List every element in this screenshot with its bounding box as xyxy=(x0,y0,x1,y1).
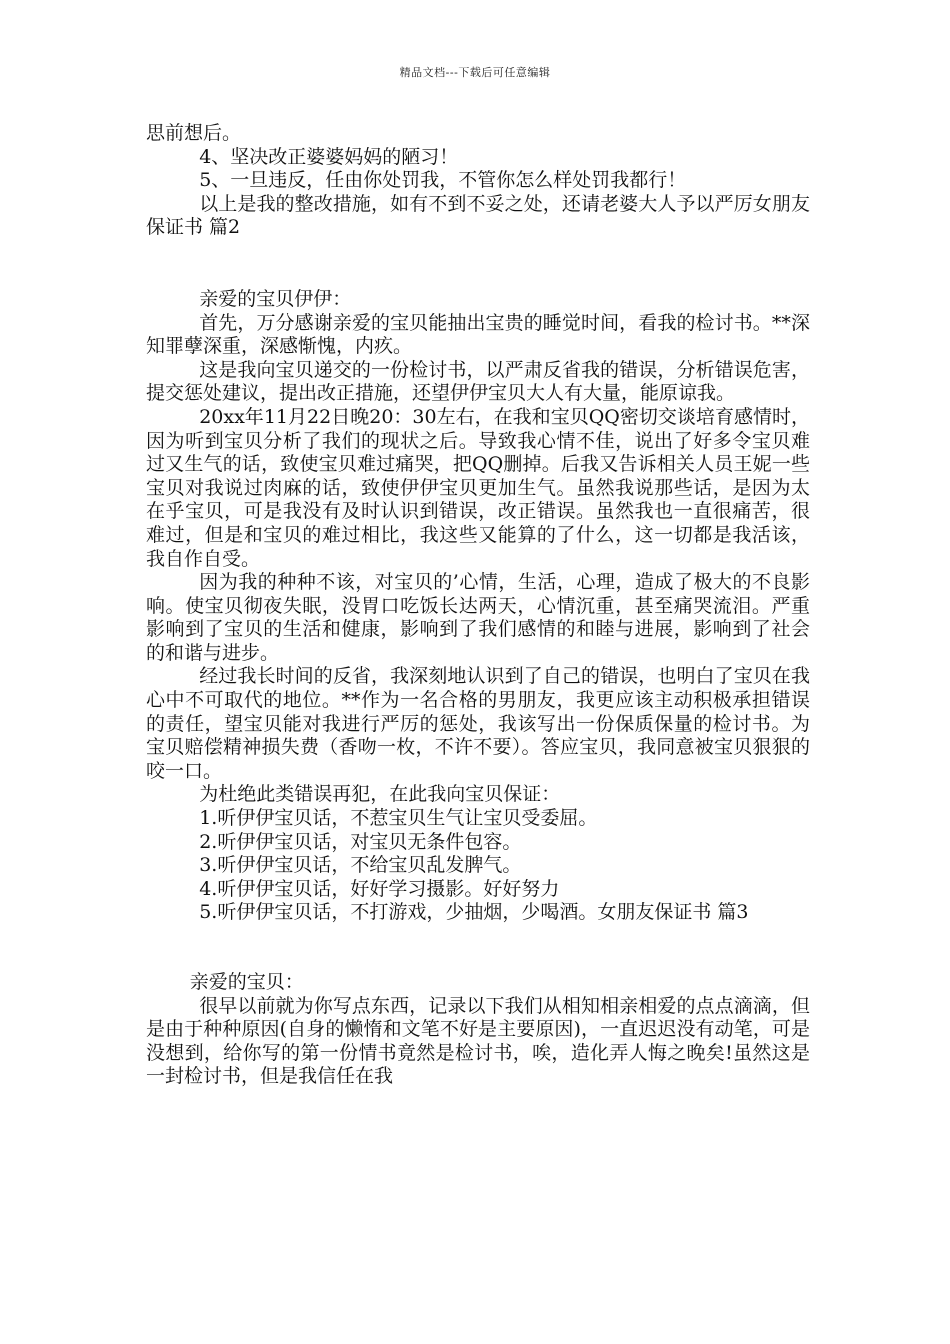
paragraph: 这是我向宝贝递交的一份检讨书，以严肃反省我的错误，分析错误危害，提交惩处建议，提出改正措施，还望伊伊宝贝大人有大量，能原谅我。 xyxy=(146,358,810,405)
paragraph: 以上是我的整改措施，如有不到不妥之处，还请老婆大人予以严厉女朋友保证书 篇2 xyxy=(146,192,810,239)
greeting: 亲爱的宝贝伊伊： xyxy=(199,287,352,310)
paragraph: 为杜绝此类错误再犯，在此我向宝贝保证： xyxy=(199,783,561,806)
paragraph: 很早以前就为你写点东西，记录以下我们从相知相亲相爱的点点滴滴，但是由于种种原因(自身的懒惰和文笔不好是主要原因)，一直迟迟没有动笔，可是没想到，给你写的第一份情书竟然是检讨书，唉，造化弄人悔之晚矣!虽然这是一封检讨书，但是我信任在我 xyxy=(146,994,810,1088)
list-item: 1.听伊伊宝贝话，不惹宝贝生气让宝贝受委屈。 xyxy=(199,807,598,830)
paragraph: 4、坚决改正婆婆妈妈的陋习！ xyxy=(199,145,459,168)
document-body xyxy=(146,122,810,1089)
paragraph: 经过我长时间的反省，我深刻地认识到了自己的错误，也明白了宝贝在我心中不可取代的地位。**作为一名合格的男朋友，我更应该主动积极承担错误的责任，望宝贝能对我进行严厉的惩处，我该写出一份保质保量的检讨书。为宝贝赔偿精神损失费（香吻一枚，不许不要）。答应宝贝，我同意被宝贝狠狠的咬一口。 xyxy=(146,665,810,782)
paragraph: 5、一旦违反，任由你处罚我，不管你怎么样处罚我都行！ xyxy=(199,169,687,192)
paragraph: 思前想后。 xyxy=(146,122,242,144)
greeting: 亲爱的宝贝： xyxy=(189,971,304,993)
paragraph: 首先，万分感谢亲爱的宝贝能抽出宝贵的睡觉时间，看我的检讨书。**深知罪孽深重，深感惭愧，内疚。 xyxy=(146,311,810,358)
list-item: 2.听伊伊宝贝话，对宝贝无条件包容。 xyxy=(199,830,522,853)
page-header: 精品文档---下载后可任意编辑 xyxy=(399,66,551,79)
list-item: 4.听伊伊宝贝话，好好学习摄影。好好努力 xyxy=(199,877,560,900)
list-item: 5.听伊伊宝贝话，不打游戏，少抽烟，少喝酒。女朋友保证书 篇3 xyxy=(199,901,749,924)
paragraph: 20xx年11月22日晚20：30左右，在我和宝贝QQ密切交谈培育感情时，因为听到宝贝分析了我们的现状之后。导致我心情不佳，说出了好多令宝贝难过又生气的话，致使宝贝难过痛哭，把QQ删掉。后我又告诉相关人员王妮一些宝贝对我说过肉麻的话，致使伊伊宝贝更加生气。虽然我说那些话，是因为太在乎宝贝，可是我没有及时认识到错误，改正错误。虽然我也一直很痛苦，很难过，但是和宝贝的难过相比，我这些又能算的了什么，这一切都是我活该，我自作自受。 xyxy=(146,405,810,570)
paragraph: 因为我的种种不该，对宝贝的’心情，生活，心理，造成了极大的不良影响。使宝贝彻夜失眠，没胃口吃饭长达两天，心情沉重，甚至痛哭流泪。严重影响到了宝贝的生活和健康，影响到了我们感情的和睦与进展，影响到了社会的和谐与进步。 xyxy=(146,571,810,664)
list-item: 3.听伊伊宝贝话，不给宝贝乱发脾气。 xyxy=(199,854,522,877)
